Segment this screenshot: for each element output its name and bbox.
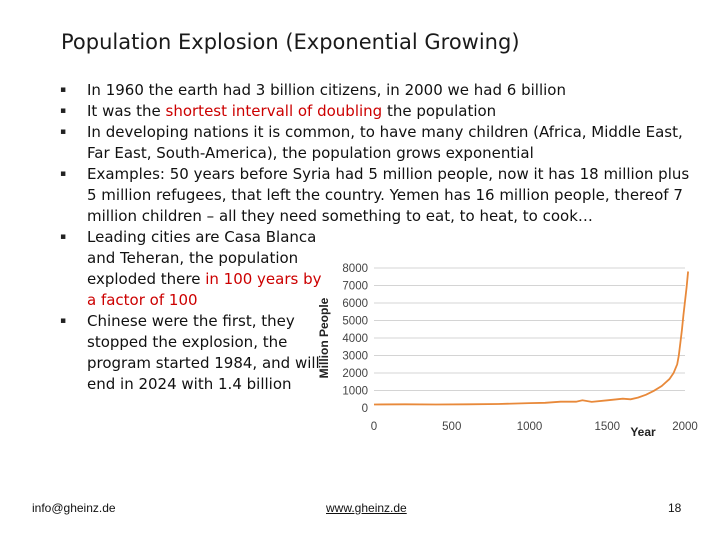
bullet-item: [60, 101, 690, 122]
bullet-item: [60, 227, 322, 311]
highlighted-text: in 100 years by a factor of 100: [87, 270, 322, 309]
x-tick-label: 1500: [594, 421, 621, 433]
slide-title: Population Explosion (Exponential Growing): [61, 30, 520, 54]
square-bullet-icon: ▪: [60, 232, 67, 242]
y-tick-label: 7000: [342, 280, 368, 293]
x-tick-label: 0: [370, 421, 378, 433]
y-tick-label: 6000: [342, 298, 368, 310]
y-tick-label: 5000: [342, 315, 368, 328]
population-chart: [312, 258, 712, 448]
y-tick-label: 8000: [342, 263, 368, 275]
bullet-item: [60, 311, 322, 395]
bullet-text: Examples: 50 years before Syria had 5 million people, now it has 18 million plus 5 million refugees, that left the country. Yemen has 16 million people, thereof 7 million children – all they need something to eat, to heat, to cook…: [87, 165, 690, 225]
bullet-text: In developing nations it is common, to have many children (Africa, Middle East, Far East, South-America), the population grows exponential: [87, 123, 683, 162]
bullet-text: Leading cities are Casa Blanca and Teheran, the population exploded there: [87, 228, 317, 288]
x-tick-label: 1000: [516, 421, 543, 433]
bullet-item: [60, 122, 690, 164]
y-tick-label: 4000: [342, 333, 368, 345]
y-tick-label: 3000: [342, 350, 368, 363]
footer-website-link[interactable]: www.gheinz.de: [326, 501, 407, 515]
bullet-text: the population: [382, 102, 497, 120]
y-tick-label: 0: [361, 403, 368, 415]
x-axis-label: Year: [630, 425, 656, 439]
footer-email[interactable]: info@gheinz.de: [32, 501, 116, 515]
square-bullet-icon: ▪: [60, 127, 67, 137]
y-tick-label: 1000: [342, 385, 368, 398]
square-bullet-icon: ▪: [60, 169, 67, 179]
bullet-text: In 1960 the earth had 3 billion citizens, in 2000 we had 6 billion: [87, 81, 566, 99]
y-axis-label: Million People: [317, 297, 331, 379]
highlighted-text: shortest intervall of doubling: [165, 102, 383, 120]
x-tick-label: 2000: [672, 421, 698, 433]
page-number: 18: [668, 501, 682, 515]
bullet-item: [60, 164, 690, 227]
bullet-item: [60, 80, 690, 101]
square-bullet-icon: ▪: [60, 106, 67, 116]
y-tick-label: 2000: [342, 368, 368, 380]
bullet-text: It was the: [87, 102, 166, 120]
square-bullet-icon: ▪: [60, 316, 67, 326]
bullet-text: Chinese were the first, they stopped the explosion, the program started 1984, and will end in 2024 with 1.4 billion: [87, 312, 320, 393]
x-tick-label: 500: [442, 421, 462, 433]
square-bullet-icon: ▪: [60, 85, 67, 95]
